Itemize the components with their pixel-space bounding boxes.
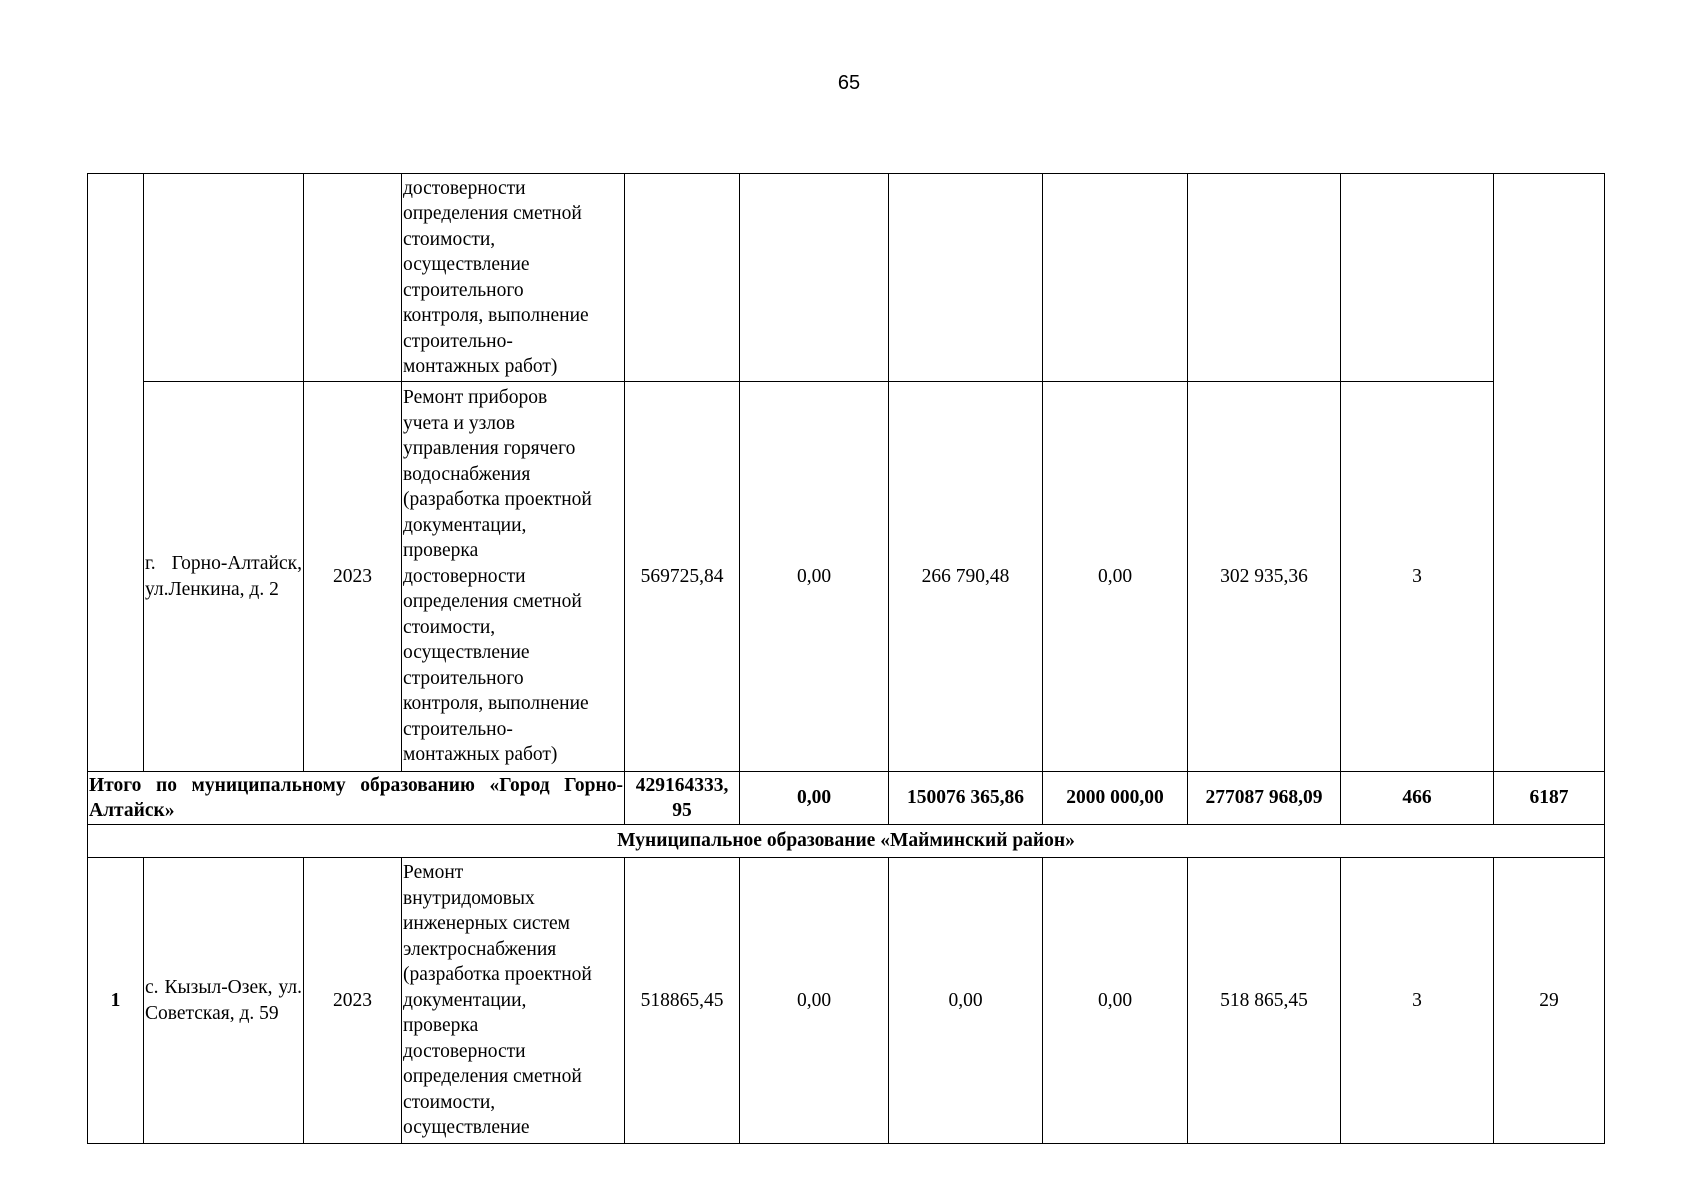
- subtotal-total: 429164333, 95: [625, 772, 740, 825]
- cell-area: 29: [1494, 858, 1605, 1144]
- subtotal-count: 466: [1341, 772, 1494, 825]
- subtotal-row: [88, 772, 1605, 825]
- table-row: [88, 858, 1605, 1144]
- cell-total: 569725,84: [625, 382, 740, 772]
- cell-count: 3: [1341, 858, 1494, 1144]
- subtotal-regional: 150076 365,86: [889, 772, 1043, 825]
- cell-fund: 0,00: [740, 382, 889, 772]
- cell-local: 0,00: [1043, 382, 1188, 772]
- cell-regional: 0,00: [889, 858, 1043, 1144]
- cell-count-cont: [1341, 174, 1494, 382]
- works-table: [87, 173, 1605, 1144]
- subtotal-fund: 0,00: [740, 772, 889, 825]
- section-row: [88, 825, 1605, 858]
- subtotal-label: Итого по муниципальному образованию «Город Горно-Алтайск»: [88, 772, 625, 825]
- cell-year: 2023: [304, 858, 402, 1144]
- cell-address-cont: [144, 174, 304, 382]
- cell-work-cont: достоверности определения сметной стоимости, осуществление строительного контроля, выполнение строительно- монтажных работ): [402, 174, 625, 382]
- cell-regional-cont: [889, 174, 1043, 382]
- cell-address: с. Кызыл-Озек, ул. Советская, д. 59: [144, 858, 304, 1144]
- cell-num-cont: [88, 174, 144, 772]
- cell-work: Ремонт приборов учета и узлов управления горячего водоснабжения (разработка проектной документации, проверка достоверности определения сметной стоимости, осуществление строительного контроля, выполнение строительно- монтажных работ): [402, 382, 625, 772]
- cell-count: 3: [1341, 382, 1494, 772]
- page-number: 65: [837, 72, 861, 94]
- cell-fund-cont: [740, 174, 889, 382]
- cell-address: г. Горно-Алтайск, ул.Ленкина, д. 2: [144, 382, 304, 772]
- cell-year: 2023: [304, 382, 402, 772]
- table-row: [88, 174, 1605, 382]
- subtotal-area: 6187: [1494, 772, 1605, 825]
- cell-total-cont: [625, 174, 740, 382]
- cell-num: 1: [88, 858, 144, 1144]
- cell-year-cont: [304, 174, 402, 382]
- cell-owners-cont: [1188, 174, 1341, 382]
- cell-local: 0,00: [1043, 858, 1188, 1144]
- cell-owners: 302 935,36: [1188, 382, 1341, 772]
- table-row: [88, 382, 1605, 772]
- cell-fund: 0,00: [740, 858, 889, 1144]
- section-title: Муниципальное образование «Майминский район»: [88, 825, 1605, 858]
- cell-work: Ремонт внутридомовых инженерных систем электроснабжения (разработка проектной документации, проверка достоверности определения сметной стоимости, осуществление: [402, 858, 625, 1144]
- cell-regional: 266 790,48: [889, 382, 1043, 772]
- cell-owners: 518 865,45: [1188, 858, 1341, 1144]
- cell-total: 518865,45: [625, 858, 740, 1144]
- subtotal-owners: 277087 968,09: [1188, 772, 1341, 825]
- cell-local-cont: [1043, 174, 1188, 382]
- subtotal-local: 2000 000,00: [1043, 772, 1188, 825]
- cell-area-cont: [1494, 174, 1605, 772]
